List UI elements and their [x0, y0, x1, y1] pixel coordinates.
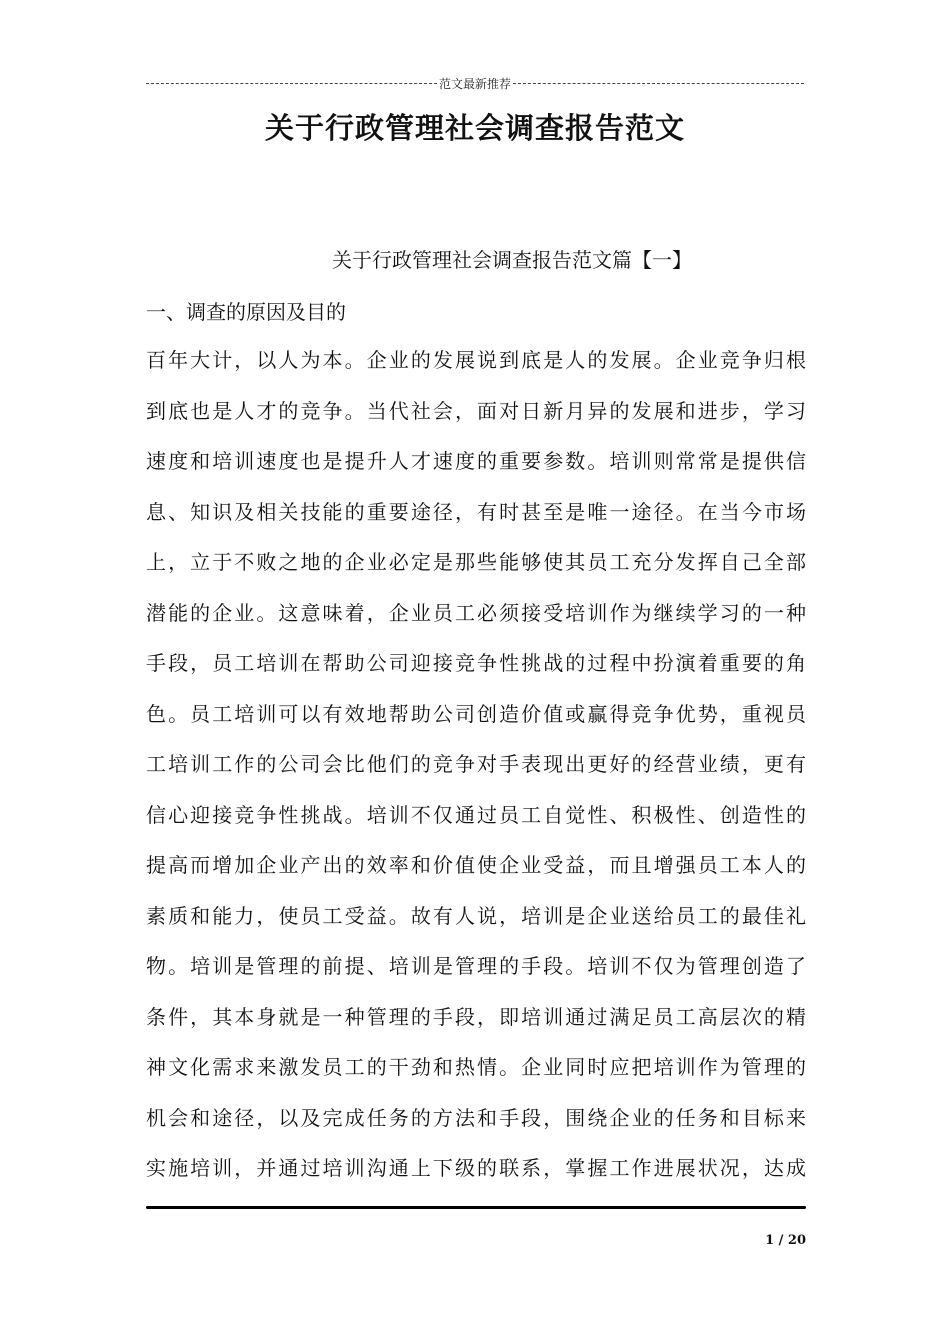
body-line: 工培训工作的公司会比他们的竞争对手表现出更好的经营业绩，更有 — [146, 752, 806, 776]
footer-rule — [146, 1206, 806, 1209]
body-line: 上，立于不败之地的企业必定是那些能够使其员工充分发挥自己全部 — [146, 550, 806, 574]
header-label: 范文最新推荐 — [439, 76, 512, 91]
body-line: 潜能的企业。这意味着，企业员工必须接受培训作为继续学习的一种 — [146, 600, 806, 625]
body-paragraph — [146, 344, 806, 1203]
body-line: 息、知识及相关技能的重要途径，有时甚至是唯一途径。在当今市场 — [146, 499, 806, 524]
body-line: 色。员工培训可以有效地帮助公司创造价值或赢得竞争优势，重视员 — [146, 701, 806, 726]
body-line: 百年大计，以人为本。企业的发展说到底是人的发展。企业竞争归根 — [146, 348, 806, 372]
body-line: 速度和培训速度也是提升人才速度的重要参数。培训则常常是提供信 — [146, 449, 806, 473]
body-line: 物。培训是管理的前提、培训是管理的手段。培训不仅为管理创造了 — [146, 954, 806, 978]
body-line: 神文化需求来激发员工的干劲和热情。企业同时应把培训作为管理的 — [146, 1055, 806, 1079]
body-line: 条件，其本身就是一种管理的手段，即培训通过满足员工高层次的精 — [146, 1004, 806, 1029]
body-line: 手段，员工培训在帮助公司迎接竞争性挑战的过程中扮演着重要的角 — [146, 651, 806, 675]
body-line: 实施培训，并通过培训沟通上下级的联系，掌握工作进展状况，达成 — [146, 1156, 806, 1180]
header-dash-left — [146, 83, 437, 84]
body-line: 到底也是人才的竞争。当代社会，面对日新月异的发展和进步，学习 — [146, 398, 806, 423]
page-header — [146, 74, 804, 92]
header-dash-right — [513, 83, 804, 84]
body-line: 提高而增加企业产出的效率和价值使企业受益，而且增强员工本人的 — [146, 853, 806, 877]
body-line: 素质和能力，使员工受益。故有人说，培训是企业送给员工的最佳礼 — [146, 903, 806, 928]
document-title: 关于行政管理社会调查报告范文 — [264, 111, 685, 145]
body-line: 信心迎接竞争性挑战。培训不仅通过员工自觉性、积极性、创造性的 — [146, 802, 806, 827]
page-number: 1 / 20 — [765, 1233, 806, 1248]
body-line: 机会和途径，以及完成任务的方法和手段，围绕企业的任务和目标来 — [146, 1105, 806, 1130]
sub-heading: 一、调查的原因及目的 — [146, 300, 346, 324]
section-heading: 关于行政管理社会调查报告范文篇【一】 — [332, 248, 692, 272]
